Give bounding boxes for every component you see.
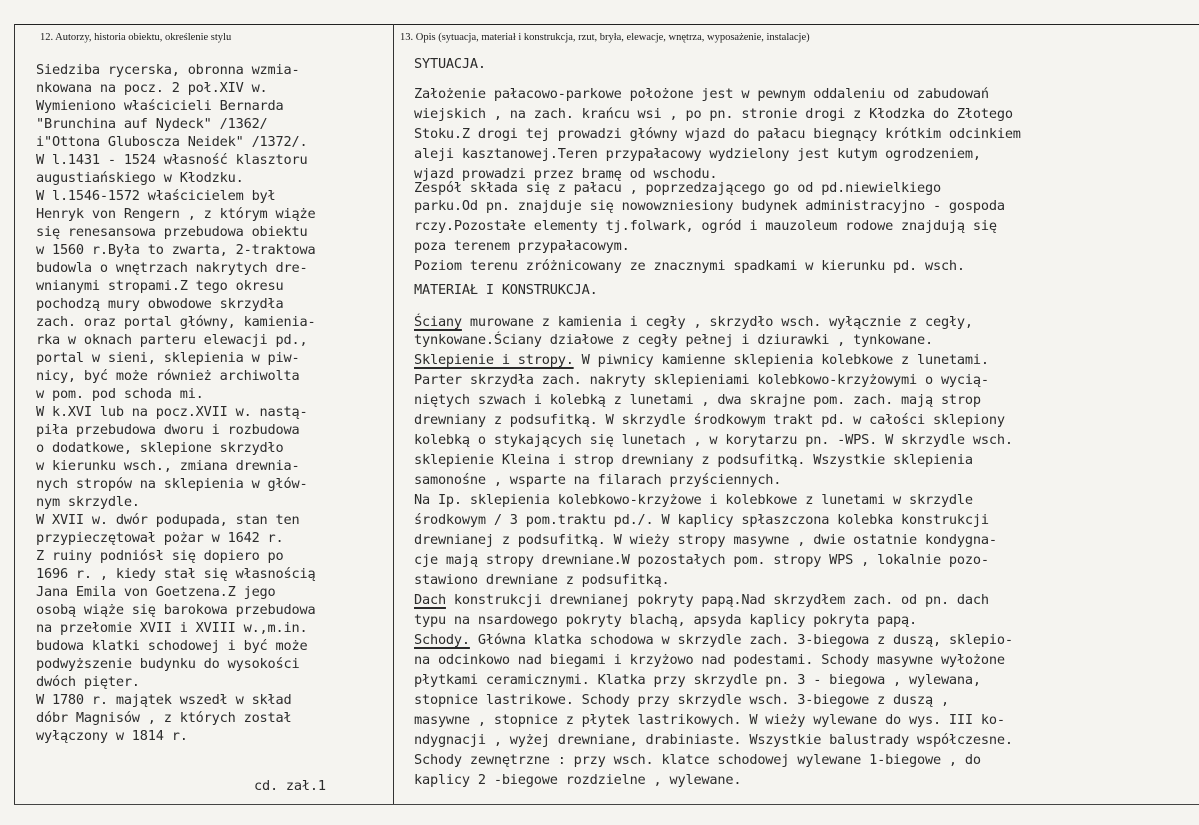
description-line [414,314,973,331]
description-line [414,672,981,689]
history-line: osobą wiąże się barokowa przebudowa [36,602,316,618]
description-line [414,106,1013,123]
line-text: drewnianej z podsufitką. W wieży stropy masywne , dwie ostatnie kondygna- [414,532,997,548]
description-line [414,572,670,589]
column-divider [393,24,394,804]
history-line: w pom. pod schoda mi. [36,386,204,402]
history-line: W k.XVI lub na pocz.XVII w. nastą- [36,404,308,420]
history-line: nych stropów na sklepienia w głów- [36,476,308,492]
history-line: Jana Emila von Goetzena.Z jego [36,584,276,600]
line-text: W piwnicy kamienne sklepienia kolebkowe z lunetami. [573,352,989,368]
description-line [414,126,1021,143]
history-line: Henryk von Rengern , z którym wiąże [36,206,316,222]
section-label: Ściany [414,314,462,330]
history-line: w kierunku wsch., zmiana drewnia- [36,458,300,474]
description-line [414,472,781,489]
history-line: budowla o wnętrzach nakrytych dre- [36,260,308,276]
history-line: w 1560 r.Była to zwarta, 2-traktowa [36,242,316,258]
history-line: dóbr Magnisów , z których został [36,710,292,726]
description-line [414,712,1005,729]
line-text: tynkowane.Ściany działowe z cegły pełnej i dziurawki , tynkowane. [414,332,933,348]
line-text: Parter skrzydła zach. nakryty sklepieniami kolebkowo-krzyżowymi o wycią- [414,372,989,388]
history-line: i"Ottona Gluboscza Neidek" /1372/. [36,134,308,150]
history-line: Z ruiny podniósł się dopiero po [36,548,284,564]
history-line: budowa klatki schodowej i być może [36,638,308,654]
line-text: wjazd prowadzi przez bramę od wschodu. [414,166,718,182]
line-text: kaplicy 2 -biegowe rozdzielne , wylewane. [414,772,742,788]
line-text: stopnice lastrikowe. Schody przy skrzydle wsch. 3-biegowe z duszą , [414,692,949,708]
description-line [414,180,941,197]
description-line [414,412,1005,429]
description-line [414,492,973,509]
line-text: cje mają stropy drewniane.W pozostałych pom. stropy WPS , lokalnie pozo- [414,552,989,568]
description-line [414,692,949,709]
heading-history: 12. Autorzy, historia obiektu, określenie stylu [40,32,232,43]
history-line: dwóch pięter. [36,674,140,690]
description-line [414,652,1005,669]
history-line: podwyższenie budynku do wysokości [36,656,300,672]
description-line [414,732,1013,749]
history-line: W XVII w. dwór podupada, stan ten [36,512,300,528]
line-text: płytkami ceramicznymi. Klatka przy skrzydle pn. 3 - biegowa , wylewana, [414,672,981,688]
description-line [414,146,981,163]
line-text: Zespół składa się z pałacu , poprzedzającego go od pd.niewielkiego [414,180,941,196]
history-line: augustiańskiego w Kłodzku. [36,170,244,186]
line-text: drewniany z podsufitką. W skrzydle środkowym trakt pd. w całości sklepiony [414,412,1005,428]
line-text: Na Ip. sklepienia kolebkowo-krzyżowe i kolebkowe z lunetami w skrzydle [414,492,973,508]
line-text: MATERIAŁ I KONSTRUKCJA. [414,282,598,298]
line-text: aleji kasztanowej.Teren przypałacowy wydzielony jest kutym ogrodzeniem, [414,146,981,162]
heading-description: 13. Opis (sytuacja, materiał i konstrukcja, rzut, bryła, elewacje, wnętrza, wyposażenie, instalacje) [400,32,810,43]
description-line [414,532,997,549]
line-text: Schody zewnętrzne : przy wsch. klatce schodowej wylewane 1-biegowe , do [414,752,981,768]
description-line [414,282,598,299]
section-label: Schody. [414,632,470,648]
description-line [414,372,989,389]
line-text: SYTUACJA. [414,56,486,72]
history-line: nym skrzydle. [36,494,140,510]
line-text: masywne , stopnice z płytek lastrikowych. W wieży wylewane do wys. III ko- [414,712,1005,728]
history-line: wnianymi stropami.Z tego okresu [36,278,284,294]
history-line: 1696 r. , kiedy stał się własnością [36,566,316,582]
frame-bottom-rule [14,804,1199,805]
history-line: W l.1431 - 1524 własność klasztoru [36,152,308,168]
history-line: nkowana na pocz. 2 poł.XIV w. [36,80,268,96]
description-line [414,632,1013,649]
line-text: sklepienie Kleina i strop drewniany z podsufitką. Wszystkie sklepienia [414,452,973,468]
line-text: Główna klatka schodowa w skrzydle zach. 3-biegowa z duszą, sklepio- [469,632,1013,648]
history-line: piła przebudowa dworu i rozbudowa [36,422,300,438]
line-text: na odcinkowo nad biegami i krzyżowo nad podestami. Schody masywne wyłożone [414,652,1005,668]
line-text: Poziom terenu zróżnicowany ze znacznymi spadkami w kierunku pd. wsch. [414,258,965,274]
line-text: środkowym / 3 pom.traktu pd./. W kaplicy spłaszczona kolebka konstrukcji [414,512,989,528]
history-line: wyłączony w 1814 r. [36,728,188,744]
line-text: Założenie pałacowo-parkowe położone jest w pewnym oddaleniu od zabudowań [414,86,989,102]
description-line [414,432,1013,449]
description-line [414,512,989,529]
description-line [414,592,989,609]
line-text: niętych szwach i kolebką z lunetami , dwa skrajne pom. zach. mają strop [414,392,981,408]
history-line: nicy, być może również archiwolta [36,368,300,384]
line-text: kolebką o stykających się lunetach , w korytarzu pn. -WPS. W skrzydle wsch. [414,432,1013,448]
history-line: rka w oknach parteru elewacji pd., [36,332,308,348]
line-text: murowane z kamienia i cegły , skrzydło wsch. wyłącznie z cegły, [461,314,973,330]
frame-top-rule [14,24,1199,25]
description-line [414,56,486,73]
description-line [414,452,973,469]
line-text: konstrukcji drewnianej pokryty papą.Nad skrzydłem zach. od pn. dach [445,592,989,608]
line-text: Stoku.Z drogi tej prowadzi główny wjazd do pałacu biegnący krótkim odcinkiem [414,126,1021,142]
line-text: samonośne , wsparte na filarach przyściennych. [414,472,782,488]
description-line [414,86,989,103]
history-line: "Brunchina auf Nydeck" /1362/ [36,116,268,132]
history-line: na przełomie XVII i XVIII w.,m.in. [36,620,308,636]
description-line [414,198,1005,215]
history-line: się renesansowa przebudowa obiektu [36,224,308,240]
description-line [414,752,981,769]
line-text: poza terenem przypałacowym. [414,238,630,254]
line-text: wiejskich , na zach. krańcu wsi , po pn. stronie drogi z Kłodzka do Złotego [414,106,1013,122]
history-line: o dodatkowe, sklepione skrzydło [36,440,284,456]
section-label: Sklepienie i stropy. [414,352,574,368]
history-line: W 1780 r. majątek wszedł w skład [36,692,292,708]
history-line: W l.1546-1572 właścicielem był [36,188,276,204]
description-line [414,772,741,789]
history-line: przypieczętował pożar w 1642 r. [36,530,284,546]
continuation-note: cd. zał.1 [254,778,326,794]
description-line [414,352,989,369]
description-line [414,218,997,235]
history-line: Wymieniono właścicieli Bernarda [36,98,284,114]
description-line [414,238,630,255]
description-line [414,552,989,569]
section-label: Dach [414,592,446,608]
history-line: zach. oraz portal główny, kamienia- [36,314,316,330]
history-line: Siedziba rycerska, obronna wzmia- [36,62,300,78]
description-line [414,332,933,349]
description-line [414,612,917,629]
line-text: ndygnacji , wyżej drewniane, drabiniaste. Wszystkie balustrady współczesne. [414,732,1013,748]
description-line [414,258,965,275]
line-text: parku.Od pn. znajduje się nowowzniesiony budynek administracyjno - gospoda [414,198,1005,214]
frame-left-rule [14,24,15,804]
line-text: rczy.Pozostałe elementy tj.folwark, ogród i mauzoleum rodowe znajdują się [414,218,997,234]
history-line: portal w sieni, sklepienia w piw- [36,350,300,366]
description-line [414,392,981,409]
history-line: pochodzą mury obwodowe skrzydła [36,296,284,312]
line-text: stawiono drewniane z podsufitką. [414,572,670,588]
line-text: typu na nsardowego pokryty blachą, apsyda kaplicy pokryta papą. [414,612,918,628]
